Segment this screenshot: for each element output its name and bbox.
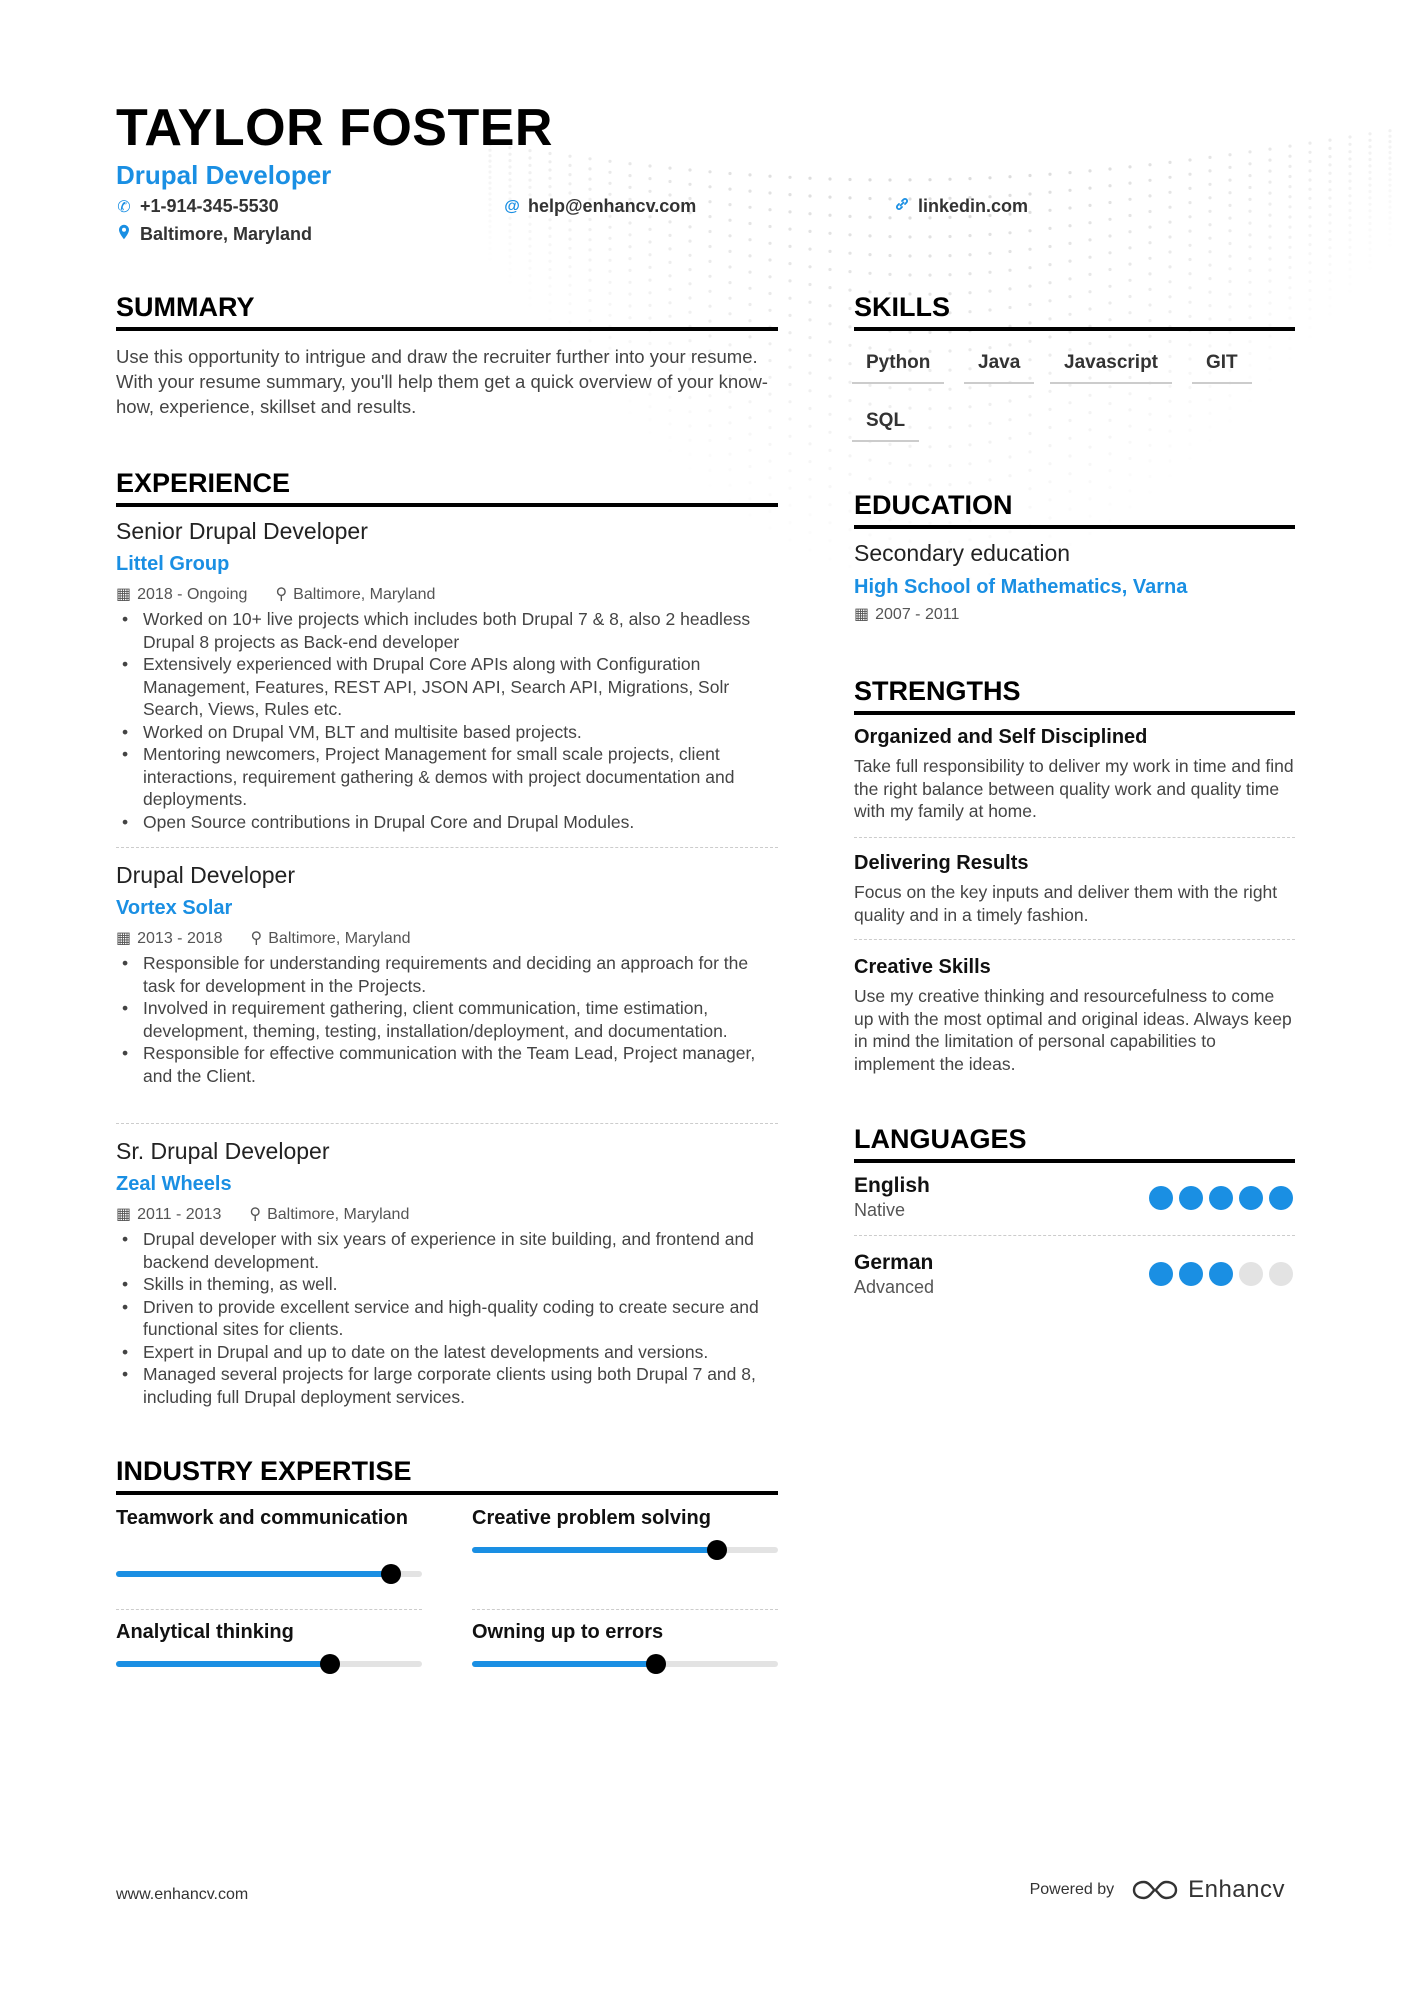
strength-item: [854, 956, 1295, 1075]
rating-dot-filled: [1209, 1186, 1233, 1210]
rating-dot-filled: [1149, 1186, 1173, 1210]
experience-heading: EXPERIENCE: [116, 468, 778, 507]
bullet-item: • Skills in theming, as well.: [116, 1273, 778, 1296]
education-degree: Secondary education: [854, 540, 1071, 566]
expertise-bar-knob: [707, 1540, 727, 1560]
job-entry-2: [116, 862, 778, 1124]
job-location: ⚲ Baltimore, Maryland: [250, 930, 411, 947]
expertise-item: [116, 1620, 422, 1644]
expertise-bar: [116, 1571, 422, 1577]
job-meta: [116, 1204, 778, 1224]
bullet-item: • Worked on Drupal VM, BLT and multisite based projects.: [116, 721, 778, 744]
strength-item: [854, 852, 1295, 940]
expertise-bar: [472, 1547, 778, 1553]
education-heading: EDUCATION: [854, 490, 1295, 529]
link-icon: [894, 196, 910, 217]
expertise-bar-knob: [646, 1654, 666, 1674]
summary-text: Use this opportunity to intrigue and draw the recruiter further into your resume. With your resume summary, you'll help them get a quick overview of your know-how, experience, skillset and results.: [116, 346, 768, 417]
bullet-item: • Worked on 10+ live projects which includes both Drupal 7 & 8, also 2 headless Drupal 8 projects as Back-end developer: [116, 608, 778, 653]
location-text: Baltimore, Maryland: [140, 224, 313, 244]
map-pin-icon: [116, 224, 132, 245]
expertise-bar: [116, 1661, 422, 1667]
job-title: Sr. Drupal Developer: [116, 1138, 330, 1164]
map-pin-icon: ⚲: [275, 586, 288, 603]
candidate-name: TAYLOR FOSTER: [116, 99, 553, 157]
expertise-bar: [472, 1661, 778, 1667]
strength-desc: Use my creative thinking and resourcefulness to come up with the most optimal and original ideas. Always keep in mind the limitation of personal capabilities to implement the ideas.: [854, 986, 1292, 1074]
strength-title: Creative Skills: [854, 956, 991, 978]
skill-tag: Java: [964, 352, 1034, 384]
rating-dot-filled: [1269, 1186, 1293, 1210]
rating-dot-filled: [1179, 1186, 1203, 1210]
job-title: Drupal Developer: [116, 862, 295, 888]
language-level: Native: [854, 1200, 906, 1220]
strength-desc: Focus on the key inputs and deliver them with the right quality and in a timely fashion.: [854, 882, 1278, 925]
strengths-heading: STRENGTHS: [854, 676, 1295, 715]
summary-heading: SUMMARY: [116, 292, 778, 331]
education-school[interactable]: High School of Mathematics, Varna: [854, 576, 1188, 598]
language-item: [854, 1174, 1295, 1236]
expertise-bar-fill: [116, 1571, 391, 1577]
strength-title: Organized and Self Disciplined: [854, 726, 1148, 748]
job-company[interactable]: Littel Group: [116, 553, 230, 575]
bullet-item: • Responsible for understanding requirements and deciding an approach for the task for development in the Projects.: [116, 952, 778, 997]
language-name: English: [854, 1174, 930, 1197]
linkedin-text: linkedin.com: [918, 196, 1029, 216]
at-icon: @: [504, 197, 520, 215]
bullet-item: • Responsible for effective communication with the Team Lead, Project manager, and the Client.: [116, 1042, 778, 1087]
job-company[interactable]: Vortex Solar: [116, 897, 233, 919]
email-text: help@enhancv.com: [528, 196, 697, 216]
rating-dot-filled: [1149, 1262, 1173, 1286]
expertise-item: [472, 1620, 778, 1644]
expertise-item: [116, 1506, 422, 1610]
phone-icon: ✆: [117, 198, 131, 216]
job-dates: ▦ 2011 - 2013: [116, 1206, 222, 1223]
language-rating: [1149, 1262, 1293, 1286]
skill-tag: Javascript: [1050, 352, 1172, 384]
expertise-bar-knob: [320, 1654, 340, 1674]
job-dates: ▦ 2013 - 2018: [116, 930, 223, 947]
contact-location: [116, 224, 312, 245]
phone-text: +1-914-345-5530: [140, 196, 279, 216]
expertise-bar-fill: [472, 1661, 656, 1667]
rating-dot-filled: [1209, 1262, 1233, 1286]
bullet-item: • Driven to provide excellent service and high-quality coding to create secure and functional sites for clients.: [116, 1296, 778, 1341]
skill-tag: SQL: [852, 410, 919, 442]
footer-branding[interactable]: [1030, 1876, 1285, 1904]
job-company[interactable]: Zeal Wheels: [116, 1173, 232, 1195]
job-dates: ▦ 2018 - Ongoing: [116, 586, 248, 603]
enhancv-logo-icon: [1132, 1878, 1178, 1902]
language-name: German: [854, 1251, 934, 1274]
strength-desc: Take full responsibility to deliver my work in time and find the right balance between quality work and quality time with my family at home.: [854, 756, 1294, 821]
bullet-item: • Expert in Drupal and up to date on the latest developments and versions.: [116, 1341, 778, 1364]
job-bullets: [116, 608, 778, 833]
calendar-icon: ▦: [854, 606, 870, 623]
calendar-icon: ▦: [116, 930, 132, 947]
strength-item: [854, 726, 1295, 838]
bullet-item: • Drupal developer with six years of experience in site building, and frontend and backend development.: [116, 1228, 778, 1273]
expertise-label: Analytical thinking: [116, 1621, 294, 1643]
bullet-item: • Mentoring newcomers, Project Management for small scale projects, client interactions, requirement gathering & demos with project documentation and deployments.: [116, 743, 778, 811]
expertise-label: Creative problem solving: [472, 1507, 711, 1529]
footer-website[interactable]: www.enhancv.com: [116, 1886, 249, 1903]
job-title: Senior Drupal Developer: [116, 518, 368, 544]
map-pin-icon: ⚲: [250, 930, 263, 947]
job-location: ⚲ Baltimore, Maryland: [275, 586, 436, 603]
job-bullets: [116, 1228, 778, 1408]
brand-name: Enhancv: [1188, 1876, 1285, 1903]
expertise-item: [472, 1506, 778, 1610]
skills-heading: SKILLS: [854, 292, 1295, 331]
rating-dot-empty: [1269, 1262, 1293, 1286]
expertise-label: Teamwork and communication: [116, 1507, 408, 1529]
rating-dot-filled: [1239, 1186, 1263, 1210]
rating-dot-filled: [1179, 1262, 1203, 1286]
job-entry-1: [116, 518, 778, 848]
candidate-title: Drupal Developer: [116, 160, 332, 190]
job-meta: [116, 928, 778, 948]
powered-by-label: Powered by: [1029, 1881, 1115, 1898]
strength-title: Delivering Results: [854, 852, 1029, 874]
bullet-item: • Managed several projects for large corporate clients using both Drupal 7 and 8, including full Drupal deployment services.: [116, 1363, 778, 1408]
enhancv-logo: [1132, 1876, 1285, 1904]
language-item: [854, 1251, 1295, 1298]
rating-dot-empty: [1239, 1262, 1263, 1286]
expertise-bar-fill: [472, 1547, 717, 1553]
bullet-item: • Involved in requirement gathering, client communication, time estimation, development, theming, testing, installation/deployment, and documentation.: [116, 997, 778, 1042]
education-dates: ▦ 2007 - 2011: [854, 606, 960, 623]
contact-linkedin[interactable]: [894, 196, 1028, 217]
job-location: ⚲ Baltimore, Maryland: [249, 1206, 410, 1223]
map-pin-icon: ⚲: [249, 1206, 262, 1223]
calendar-icon: ▦: [116, 1206, 132, 1223]
languages-heading: LANGUAGES: [854, 1124, 1295, 1163]
expertise-bar-knob: [381, 1564, 401, 1584]
job-bullets: [116, 952, 778, 1087]
language-rating: [1149, 1186, 1293, 1210]
contact-email[interactable]: [504, 196, 696, 217]
language-level: Advanced: [854, 1277, 935, 1297]
bullet-item: • Extensively experienced with Drupal Core APIs along with Configuration Management, Features, REST API, JSON API, Search API, Migrations, Solr Search, Views, Rules etc.: [116, 653, 778, 721]
skill-tag: Python: [852, 352, 944, 384]
expertise-heading: INDUSTRY EXPERTISE: [116, 1456, 778, 1495]
expertise-label: Owning up to errors: [472, 1621, 664, 1643]
contact-phone[interactable]: [116, 196, 279, 217]
bullet-item: • Open Source contributions in Drupal Core and Drupal Modules.: [116, 811, 778, 834]
calendar-icon: ▦: [116, 586, 132, 603]
job-entry-3: [116, 1138, 778, 1408]
skill-tag: GIT: [1192, 352, 1252, 384]
job-meta: [116, 584, 778, 604]
expertise-bar-fill: [116, 1661, 330, 1667]
